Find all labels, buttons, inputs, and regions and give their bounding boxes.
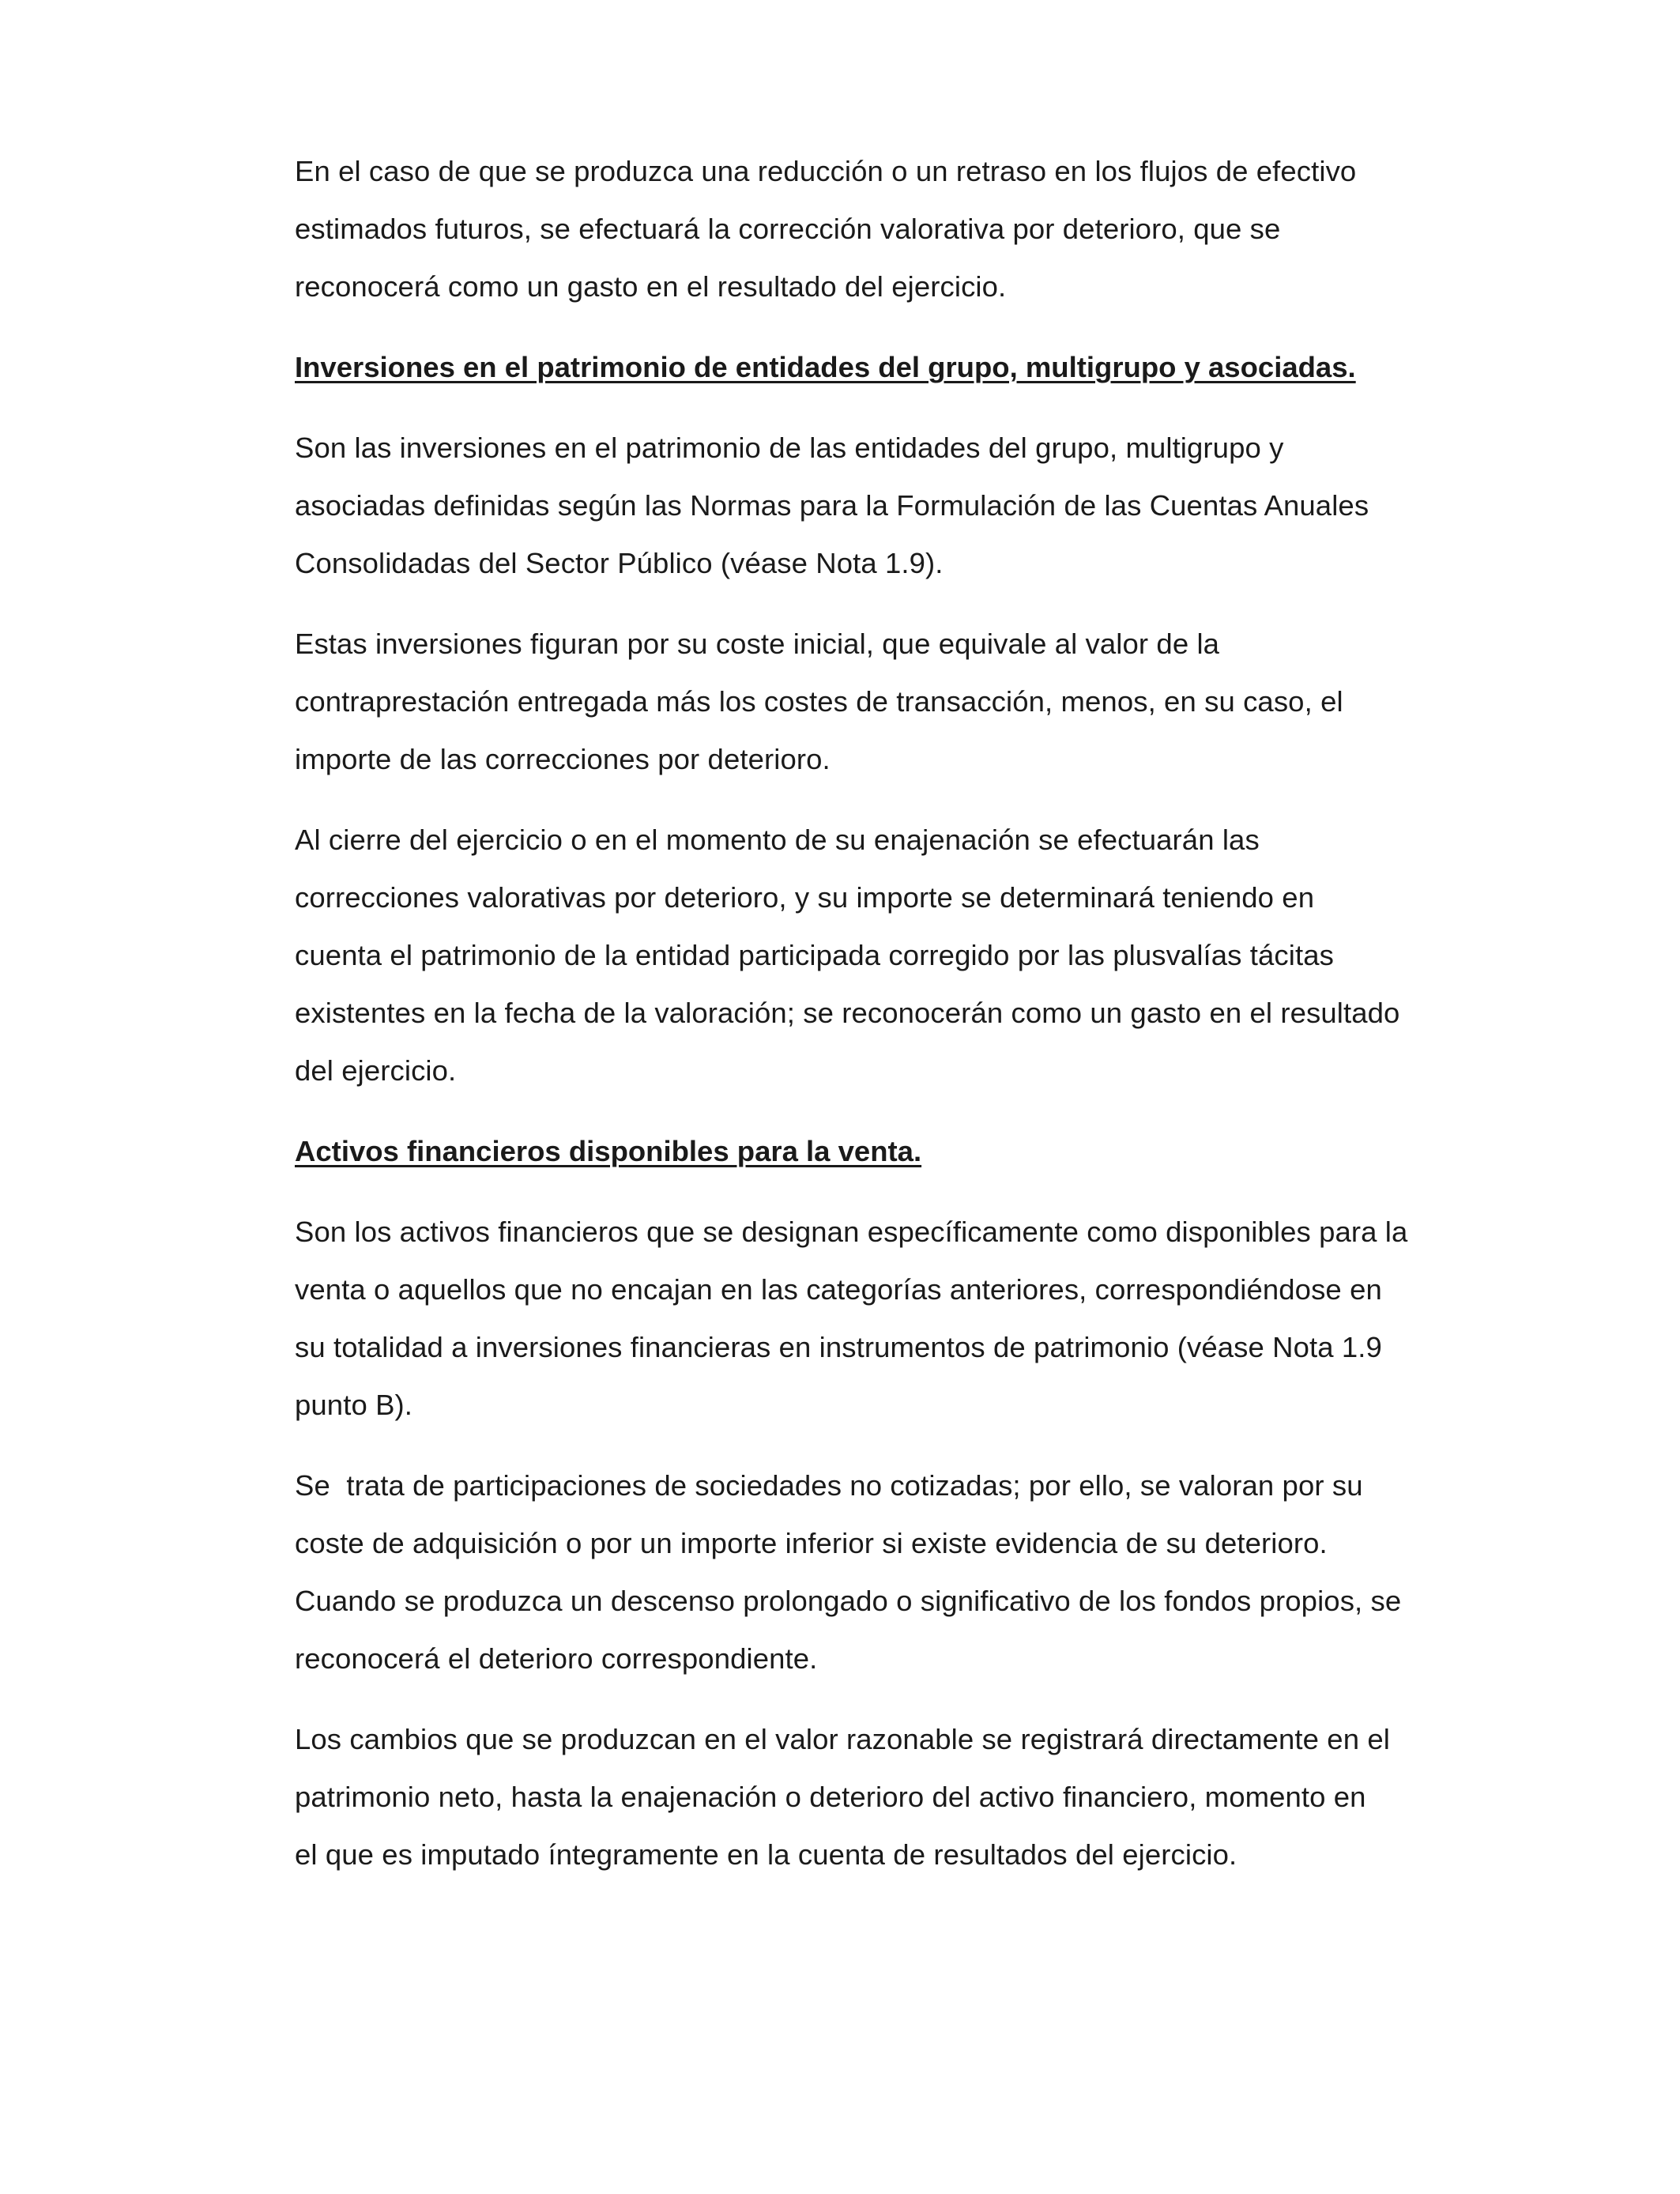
section-heading-available-for-sale: Activos financieros disponibles para la venta.	[295, 1135, 922, 1167]
text-line: Estas inversiones figuran por su coste inicial, que equivale al valor de la	[295, 628, 1220, 660]
paragraph-group-investments-definition	[295, 419, 1393, 592]
text-line: del ejercicio.	[295, 1054, 457, 1087]
text-line: cuenta el patrimonio de la entidad participada corregido por las plusvalías tácitas	[295, 939, 1334, 971]
text-line: reconocerá como un gasto en el resultado del ejercicio.	[295, 270, 1007, 303]
paragraph-available-for-sale-definition	[295, 1203, 1408, 1434]
paragraph-year-end-impairment	[295, 811, 1400, 1099]
text-line: reconocerá el deterioro correspondiente.	[295, 1642, 818, 1675]
text-line: Cuando se produzca un descenso prolongado o significativo de los fondos propios, se	[295, 1585, 1402, 1617]
text-line: existentes en la fecha de la valoración; se reconocerán como un gasto en el resultado	[295, 997, 1400, 1029]
text-line: Al cierre del ejercicio o en el momento de su enajenación se efectuarán las	[295, 824, 1260, 856]
text-line: el que es imputado íntegramente en la cuenta de resultados del ejercicio.	[295, 1838, 1237, 1871]
paragraph-initial-cost	[295, 615, 1393, 788]
text-line: su totalidad a inversiones financieras en instrumentos de patrimonio (véase Nota 1.9	[295, 1331, 1382, 1363]
text-line: importe de las correcciones por deterioro.	[295, 743, 831, 775]
section-heading-group-investments: Inversiones en el patrimonio de entidades del grupo, multigrupo y asociadas.	[295, 351, 1356, 383]
text-line: patrimonio neto, hasta la enajenación o deterioro del activo financiero, momento en	[295, 1781, 1366, 1813]
text-line: Son las inversiones en el patrimonio de las entidades del grupo, multigrupo y	[295, 432, 1284, 464]
text-line: asociadas definidas según las Normas para la Formulación de las Cuentas Anuales	[295, 489, 1369, 522]
text-line: Son los activos financieros que se designan específicamente como disponibles para la	[295, 1216, 1408, 1248]
text-line: Consolidadas del Sector Público (véase Nota 1.9).	[295, 547, 944, 579]
text-line: correcciones valorativas por deterioro, y su importe se determinará teniendo en	[295, 881, 1315, 914]
text-line: venta o aquellos que no encajan en las categorías anteriores, correspondiéndose en	[295, 1273, 1382, 1306]
text-line: Se trata de participaciones de sociedades no cotizadas; por ello, se valoran por su	[295, 1469, 1363, 1502]
text-line: estimados futuros, se efectuará la corrección valorativa por deterioro, que se	[295, 213, 1281, 245]
text-line: coste de adquisición o por un importe inferior si existe evidencia de su deterioro.	[295, 1527, 1328, 1559]
text-line: contraprestación entregada más los costes de transacción, menos, en su caso, el	[295, 685, 1343, 718]
paragraph-fair-value-changes	[295, 1710, 1393, 1883]
document-body	[295, 142, 1408, 1906]
text-line: punto B).	[295, 1389, 413, 1421]
paragraph-unlisted-shares	[295, 1457, 1402, 1687]
paragraph-impairment-cash-flows	[295, 142, 1393, 315]
text-line: Los cambios que se produzcan en el valor razonable se registrará directamente en el	[295, 1723, 1390, 1755]
text-line: En el caso de que se produzca una reducción o un retraso en los flujos de efectivo	[295, 155, 1357, 187]
